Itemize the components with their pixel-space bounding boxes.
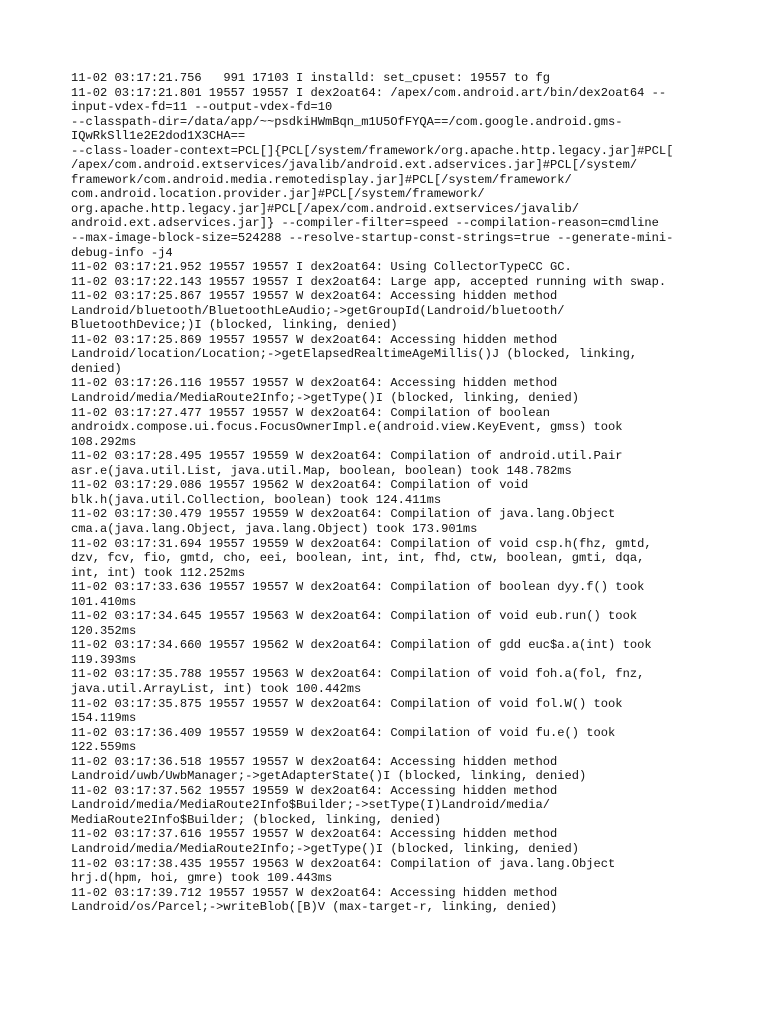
log-line: /apex/com.android.extservices/javalib/android.ext.adservices.jar]#PCL[/system/ [71, 158, 638, 173]
log-line: 11-02 03:17:21.801 19557 19557 I dex2oat64: /apex/com.android.art/bin/dex2oat64 -- [71, 85, 667, 100]
log-line: --classpath-dir=/data/app/~~psdkiHWmBqn_m1U5OfFYQA==/com.google.android.gms- [71, 114, 623, 129]
log-line: IQwRkSll1e2E2dod1X3CHA== [71, 129, 246, 144]
log-line: 11-02 03:17:37.616 19557 19557 W dex2oat64: Accessing hidden method [71, 827, 558, 842]
log-line: Landroid/media/MediaRoute2Info$Builder;->setType(I)Landroid/media/ [71, 798, 550, 813]
log-line: asr.e(java.util.List, java.util.Map, boolean, boolean) took 148.782ms [71, 463, 572, 478]
log-line: int, int) took 112.252ms [71, 565, 246, 580]
log-line: 11-02 03:17:38.435 19557 19563 W dex2oat64: Compilation of java.lang.Object [71, 856, 616, 871]
log-line: Landroid/bluetooth/BluetoothLeAudio;->getGroupId(Landroid/bluetooth/ [71, 303, 565, 318]
log-line: 11-02 03:17:27.477 19557 19557 W dex2oat64: Compilation of boolean [71, 405, 550, 420]
log-line: 11-02 03:17:34.645 19557 19563 W dex2oat64: Compilation of void eub.run() took [71, 609, 638, 624]
log-text-block [71, 71, 711, 915]
log-line: 11-02 03:17:36.518 19557 19557 W dex2oat64: Accessing hidden method [71, 754, 558, 769]
log-line: 108.292ms [71, 434, 137, 449]
log-line: Landroid/os/Parcel;->writeBlob([B)V (max-target-r, linking, denied) [71, 900, 558, 915]
log-line: dzv, fcv, fio, gmtd, cho, eei, boolean, int, int, fhd, ctw, boolean, gmti, dqa, [71, 551, 645, 566]
log-line: BluetoothDevice;)I (blocked, linking, denied) [71, 318, 398, 333]
log-line: 120.352ms [71, 623, 137, 638]
log-line: 11-02 03:17:30.479 19557 19559 W dex2oat64: Compilation of java.lang.Object [71, 507, 616, 522]
log-line: org.apache.http.legacy.jar]#PCL[/apex/com.android.extservices/javalib/ [71, 201, 580, 216]
log-line: 11-02 03:17:35.788 19557 19563 W dex2oat64: Compilation of void foh.a(fol, fnz, [71, 667, 645, 682]
log-line: 11-02 03:17:39.712 19557 19557 W dex2oat64: Accessing hidden method [71, 885, 558, 900]
log-line: cma.a(java.lang.Object, java.lang.Object) took 173.901ms [71, 521, 478, 536]
log-line: 11-02 03:17:26.116 19557 19557 W dex2oat64: Accessing hidden method [71, 376, 558, 391]
log-line: 11-02 03:17:35.875 19557 19557 W dex2oat64: Compilation of void fol.W() took [71, 696, 623, 711]
log-line: 11-02 03:17:33.636 19557 19557 W dex2oat64: Compilation of boolean dyy.f() took [71, 580, 645, 595]
log-line: 122.559ms [71, 740, 137, 755]
log-line: --max-image-block-size=524288 --resolve-startup-const-strings=true --generate-mini- [71, 231, 674, 246]
log-line: 154.119ms [71, 711, 137, 726]
log-line: com.android.location.provider.jar]#PCL[/system/framework/ [71, 187, 485, 202]
log-line: blk.h(java.util.Collection, boolean) took 124.411ms [71, 492, 442, 507]
log-line: denied) [71, 361, 122, 376]
log-line: java.util.ArrayList, int) took 100.442ms [71, 681, 362, 696]
log-line: input-vdex-fd=11 --output-vdex-fd=10 [71, 100, 333, 115]
log-line: Landroid/media/MediaRoute2Info;->getType()I (blocked, linking, denied) [71, 391, 580, 406]
log-line: 11-02 03:17:37.562 19557 19559 W dex2oat64: Accessing hidden method [71, 783, 558, 798]
log-line: 11-02 03:17:31.694 19557 19559 W dex2oat64: Compilation of void csp.h(fhz, gmtd, [71, 536, 652, 551]
log-line: framework/com.android.media.remotedisplay.jar]#PCL[/system/framework/ [71, 172, 572, 187]
log-line: 11-02 03:17:36.409 19557 19559 W dex2oat64: Compilation of void fu.e() took [71, 725, 616, 740]
log-line: MediaRoute2Info$Builder; (blocked, linking, denied) [71, 812, 442, 827]
log-line: 11-02 03:17:28.495 19557 19559 W dex2oat64: Compilation of android.util.Pair [71, 449, 623, 464]
log-line: Landroid/media/MediaRoute2Info;->getType()I (blocked, linking, denied) [71, 841, 580, 856]
log-line: debug-info -j4 [71, 245, 173, 260]
log-line: Landroid/uwb/UwbManager;->getAdapterState()I (blocked, linking, denied) [71, 769, 587, 784]
log-line: android.ext.adservices.jar]} --compiler-filter=speed --compilation-reason=cmdline [71, 216, 659, 231]
log-line: 11-02 03:17:21.756 991 17103 I installd: set_cpuset: 19557 to fg [71, 71, 550, 85]
log-line: 11-02 03:17:22.143 19557 19557 I dex2oat64: Large app, accepted running with swap. [71, 274, 667, 289]
log-line: 101.410ms [71, 594, 137, 609]
log-line: Landroid/location/Location;->getElapsedRealtimeAgeMillis()J (blocked, linking, [71, 347, 638, 362]
log-line: 11-02 03:17:29.086 19557 19562 W dex2oat64: Compilation of void [71, 478, 529, 493]
log-line: androidx.compose.ui.focus.FocusOwnerImpl.e(android.view.KeyEvent, gmss) took [71, 420, 623, 435]
log-line: --class-loader-context=PCL[]{PCL[/system/framework/org.apache.http.legacy.jar]#PCL[ [71, 143, 674, 158]
log-line: 119.393ms [71, 652, 137, 667]
log-line: 11-02 03:17:34.660 19557 19562 W dex2oat64: Compilation of gdd euc$a.a(int) took [71, 638, 652, 653]
log-line: 11-02 03:17:25.867 19557 19557 W dex2oat64: Accessing hidden method [71, 289, 558, 304]
log-line: 11-02 03:17:25.869 19557 19557 W dex2oat64: Accessing hidden method [71, 332, 558, 347]
log-line: 11-02 03:17:21.952 19557 19557 I dex2oat64: Using CollectorTypeCC GC. [71, 260, 572, 275]
log-line: hrj.d(hpm, hoi, gmre) took 109.443ms [71, 871, 333, 886]
